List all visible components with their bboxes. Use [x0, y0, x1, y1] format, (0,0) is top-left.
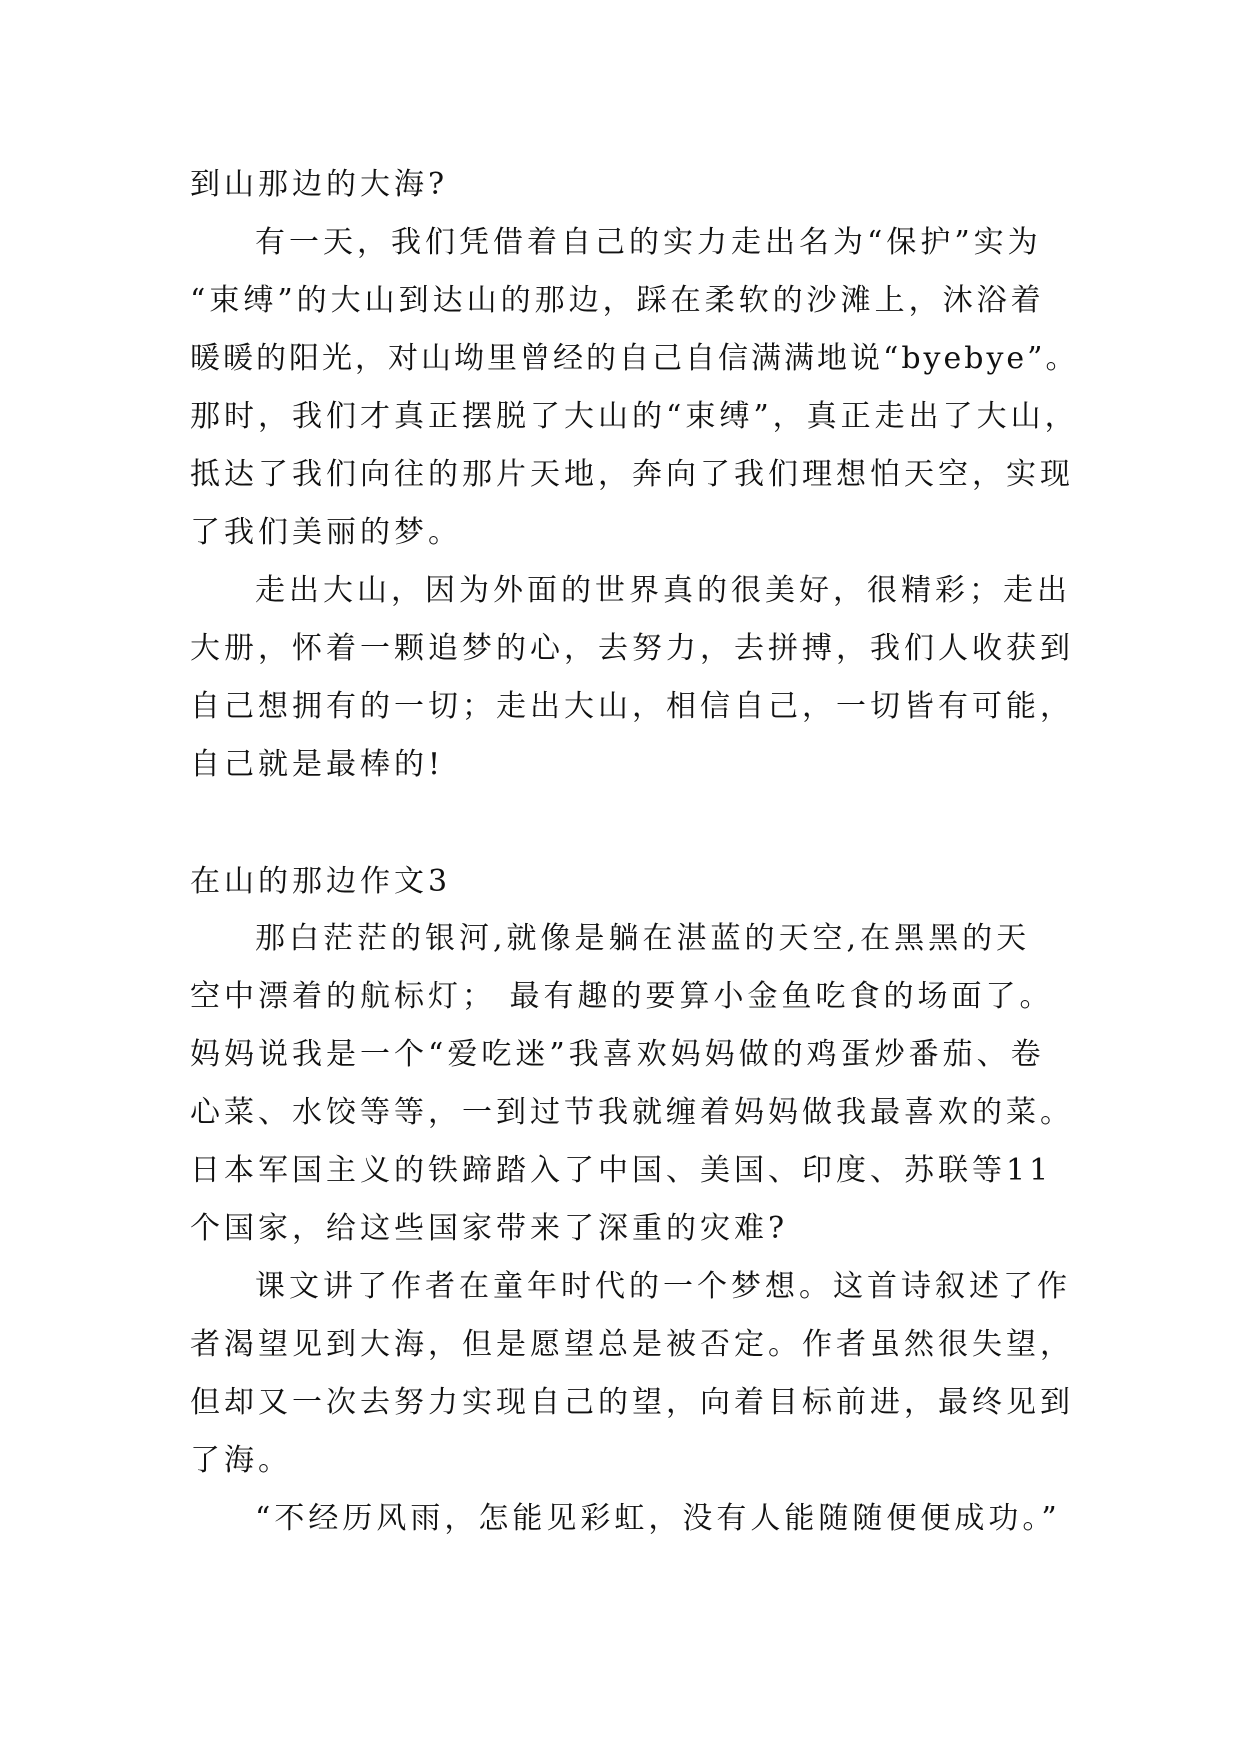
text-line: 者渴望见到大海，但是愿望总是被否定。作者虽然很失望， — [190, 1327, 1074, 1362]
paragraph-first-line: 课文讲了作者在童年时代的一个梦想。这首诗叙述了作 — [255, 1269, 1071, 1304]
text-line: 那时，我们才真正摆脱了大山的“束缚”，真正走出了大山， — [190, 399, 1079, 434]
text-line: 个国家，给这些国家带来了深重的灾难? — [190, 1211, 789, 1246]
paragraph-first-line: 走出大山，因为外面的世界真的很美好，很精彩；走出 — [255, 573, 1071, 608]
text-line: 了我们美丽的梦。 — [190, 515, 462, 550]
paragraph-first-line: 那白茫茫的银河,就像是躺在湛蓝的天空,在黑黑的天 — [255, 921, 1031, 956]
text-line: 暖暖的阳光，对山坳里曾经的自己自信满满地说“byebye”。 — [190, 341, 1079, 376]
text-line: 到山那边的大海? — [190, 167, 449, 202]
text-line: “束缚”的大山到达山的那边，踩在柔软的沙滩上，沐浴着 — [190, 283, 1045, 318]
text-line: 自己想拥有的一切；走出大山，相信自己，一切皆有可能， — [190, 689, 1074, 724]
section-heading: 在山的那边作文3 — [190, 864, 452, 899]
text-line: 自己就是最棒的! — [190, 747, 445, 782]
quote-line: “不经历风雨，怎能见彩虹，没有人能随随便便成功。” — [255, 1501, 1061, 1536]
text-line: 但却又一次去努力实现自己的望，向着目标前进，最终见到 — [190, 1385, 1074, 1420]
text-line: 了海。 — [190, 1443, 292, 1478]
paragraph-first-line: 有一天，我们凭借着自己的实力走出名为“保护”实为 — [255, 225, 1042, 260]
text-line: 抵达了我们向往的那片天地，奔向了我们理想怕天空，实现 — [190, 457, 1074, 492]
text-line: 空中漂着的航标灯； 最有趣的要算小金鱼吃食的场面了。 — [190, 979, 1054, 1014]
text-line: 日本军国主义的铁蹄踏入了中国、美国、印度、苏联等11 — [190, 1153, 1053, 1188]
text-line: 妈妈说我是一个“爱吃迷”我喜欢妈妈做的鸡蛋炒番茄、卷 — [190, 1037, 1045, 1072]
text-line: 心菜、水饺等等，一到过节我就缠着妈妈做我最喜欢的菜。 — [190, 1095, 1074, 1130]
text-line: 大册，怀着一颗追梦的心，去努力，去拼搏，我们人收获到 — [190, 631, 1074, 666]
